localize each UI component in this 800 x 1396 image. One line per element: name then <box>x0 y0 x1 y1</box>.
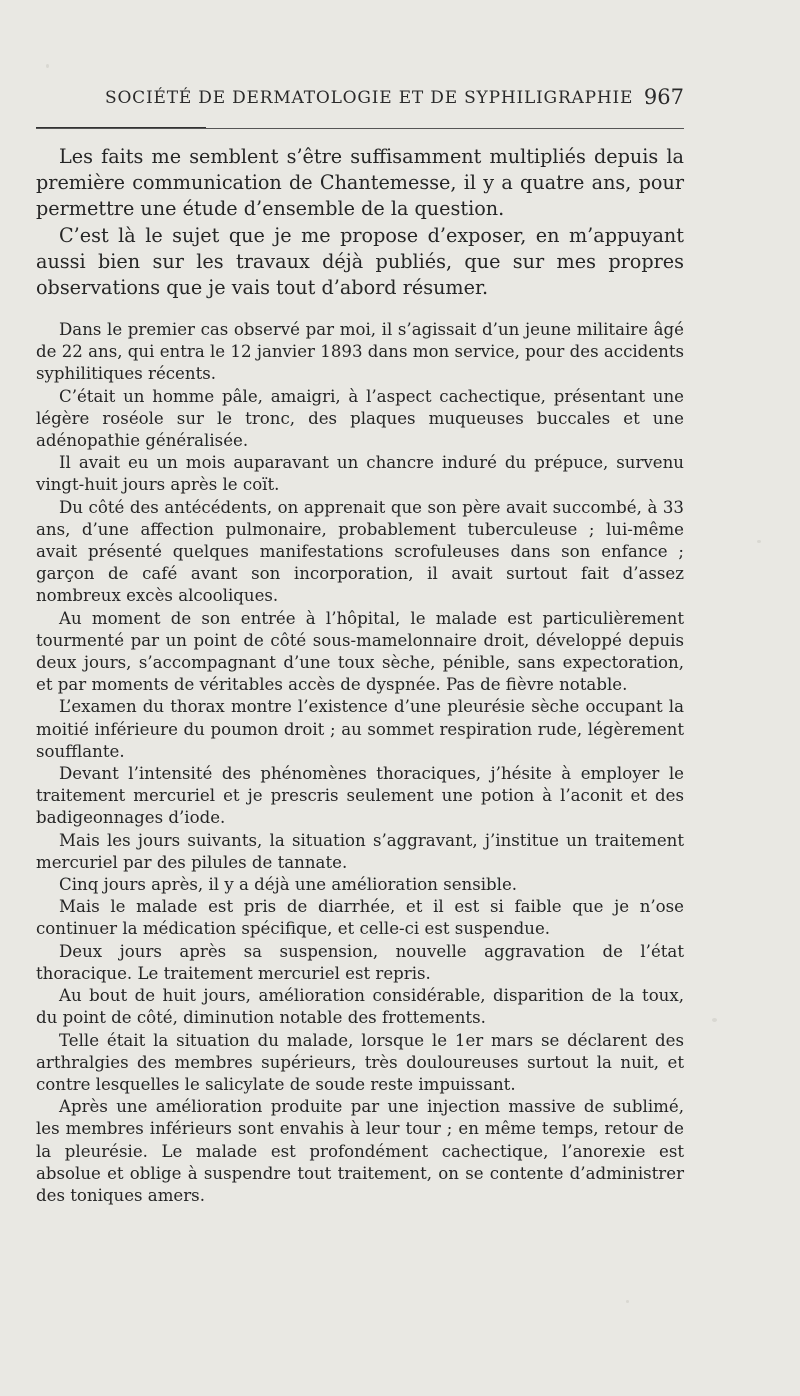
intro-text <box>36 144 684 301</box>
case-paragraph: Cinq jours après, il y a déjà une amélioration sensible. <box>59 875 518 895</box>
case-paragraph: Dans le premier cas observé par moi, il s’agissait d’un jeune militaire âgé de 22 ans, qui entra le 12 janvier 1893 dans mon service, pour des accidents syphilitiques récents. <box>36 320 684 384</box>
case-paragraph: Au moment de son entrée à l’hôpital, le malade est particulièrement tourmenté par un point de côté sous-mamelonnaire droit, développé depuis deux jours, s’accompagnant d’une toux sèche, pénible, sans expectoration, et par moments de véritables accès de dyspnée. Pas de fièvre notable. <box>36 608 684 695</box>
running-title: SOCIÉTÉ DE DERMATOLOGIE ET DE SYPHILIGRAPHIE <box>105 88 634 108</box>
case-paragraph: C’était un homme pâle, amaigri, à l’aspect cachectique, présentant une légère roséole sur le tronc, des plaques muqueuses buccales et une adénopathie généralisée. <box>36 386 684 451</box>
case-paragraph: Telle était la situation du malade, lorsque le 1er mars se déclarent des arthralgies des membres supérieurs, très douloureuses surtout la nuit, et contre lesquelles le salicylate de soude reste impuissant. <box>36 1030 684 1094</box>
page-number: 967 <box>643 85 684 109</box>
header-rule <box>36 128 684 129</box>
case-paragraph: L’examen du thorax montre l’existence d’une pleurésie sèche occupant la moitié inférieure du poumon droit ; au sommet respiration rude, légèrement soufflante. <box>36 697 684 761</box>
intro-paragraph: C’est là le sujet que je me propose d’exposer, en m’appuyant aussi bien sur les travaux déjà publiés, que sur mes propres observations que je vais tout d’abord résumer. <box>36 223 684 300</box>
paper-speck <box>626 1300 629 1303</box>
case-paragraph: Devant l’intensité des phénomènes thoraciques, j’hésite à employer le traitement mercuriel et je prescris seulement une potion à l’aconit et des badigeonnages d’iode. <box>36 764 684 828</box>
paper-speck <box>757 540 761 543</box>
case-report <box>36 319 684 1207</box>
intro-paragraph: Les faits me semblent s’être suffisamment multipliés depuis la première communication de Chantemesse, il y a quatre ans, pour permettre une étude d’ensemble de la question. <box>36 145 684 221</box>
case-paragraph: Du côté des antécédents, on apprenait que son père avait succombé, à 33 ans, d’une affection pulmonaire, probablement tuberculeuse ; lui-même avait présenté quelques manifestations scrofuleuses dans son enfance ; garçon de café avant son incorporation, il avait surtout fait d’assez nombreux excès alcooliques. <box>36 497 684 606</box>
case-paragraph: Il avait eu un mois auparavant un chancre induré du prépuce, survenu vingt-huit jours après le coït. <box>36 453 684 495</box>
paper-speck <box>46 64 49 68</box>
case-paragraph: Au bout de huit jours, amélioration considérable, disparition de la toux, du point de côté, diminution notable des frottements. <box>36 986 684 1028</box>
case-paragraph: Mais les jours suivants, la situation s’aggravant, j’institue un traitement mercuriel par des pilules de tannate. <box>36 830 684 872</box>
case-paragraph: Deux jours après sa suspension, nouvelle aggravation de l’état thoracique. Le traitement mercuriel est repris. <box>36 941 684 983</box>
case-paragraph: Après une amélioration produite par une injection massive de sublimé, les membres inférieurs sont envahis à leur tour ; en même temps, retour de la pleurésie. Le malade est profondément cachectique, l’anorexie est absolue et oblige à suspendre tout traitement, on se contente d’administrer des toniques amers. <box>36 1097 684 1205</box>
case-paragraph: Mais le malade est pris de diarrhée, et il est si faible que je n’ose continuer la médication spécifique, et celle-ci est suspendue. <box>36 897 684 939</box>
paper-speck <box>712 1018 717 1022</box>
page-header <box>36 86 684 116</box>
